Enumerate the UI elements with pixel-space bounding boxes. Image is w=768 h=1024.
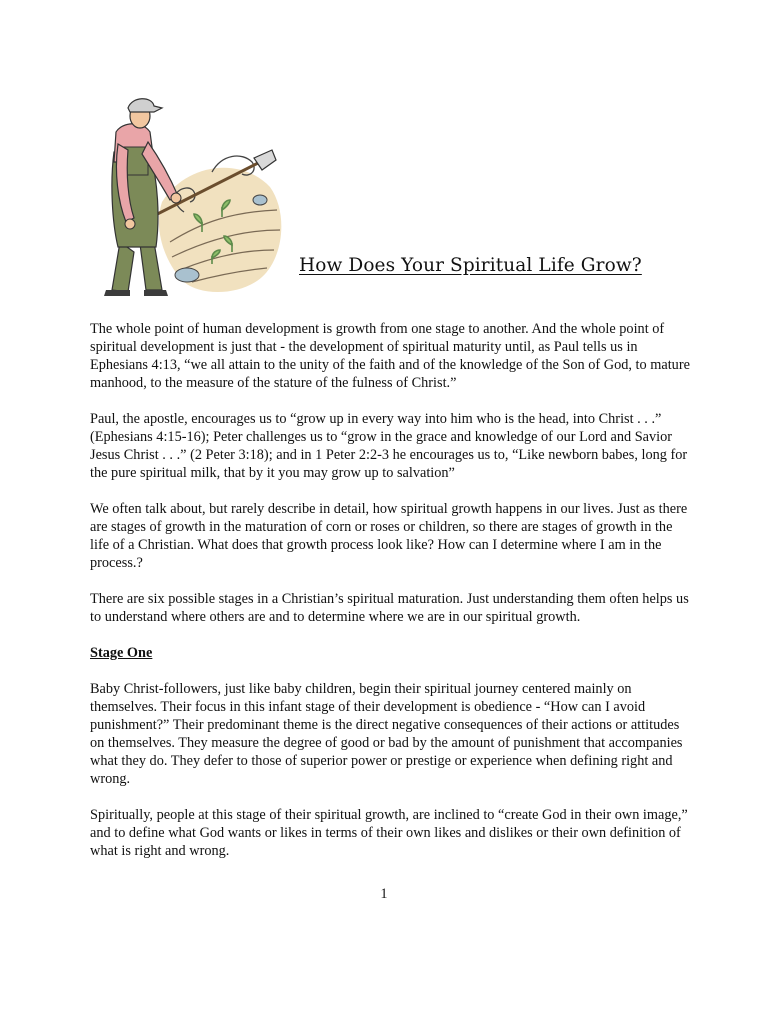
paragraph-stage-one-spiritual: Spiritually, people at this stage of their spiritual growth, are inclined to “create God in their own image,” and to define what God wants or likes in terms of their own likes and dislikes or their own definition of what is right and wrong. — [90, 807, 688, 859]
paragraph-intro: The whole point of human development is growth from one stage to another. And the whole point of spiritual development is just that - the development of spiritual maturity until, as Paul tells us in Ephesians 4:13, “we all attain to the unity of the faith and of the knowledge of the Son of God, to mature manhood, to the measure of the stature of the fulness of Christ.” — [90, 321, 690, 391]
paragraph-scripture: Paul, the apostle, encourages us to “grow up in every way into him who is the head, into Christ . . .” (Ephesians 4:15-16); Peter challenges us to “grow in the grace and knowledge of our Lord and Savior Jesus Christ . . .” (2 Peter 3:18); and in 1 Peter 2:2-3 he encourages us to, “Like newborn babes, long for the pure spiritual milk, that by it you may grow up to salvation” — [90, 411, 688, 481]
paragraph-growth-process: We often talk about, but rarely describe in detail, how spiritual growth happens in our lives. Just as there are stages of growth in the maturation of corn or roses or children, so there are stages of growth in the life of a Christian. What does that growth process look like? How can I determine where I am in the process.? — [90, 501, 688, 571]
gardener-with-hoe-icon — [92, 92, 292, 297]
paragraph-stage-one-description: Baby Christ-followers, just like baby children, begin their spiritual journey centered mainly on themselves. Their focus in this infant stage of their development is obedience - “How can I avoid punishment?” Their predominant theme is the direct negative consequences of their actions or attitudes on themselves. They measure the degree of good or bad by the amount of punishment that accompanies what they do. They defer to those of superior power or prestige or experience when defining right and wrong. — [90, 681, 683, 787]
document-body — [90, 320, 690, 878]
stage-one-heading: Stage One — [90, 645, 153, 661]
page-number: 1 — [380, 886, 388, 902]
paragraph-six-stages: There are six possible stages in a Christian’s spiritual maturation. Just understanding them often helps us to understand where others are and to determine where we are in our spiritual growth. — [90, 591, 689, 625]
page-title: How Does Your Spiritual Life Grow? — [299, 255, 642, 276]
